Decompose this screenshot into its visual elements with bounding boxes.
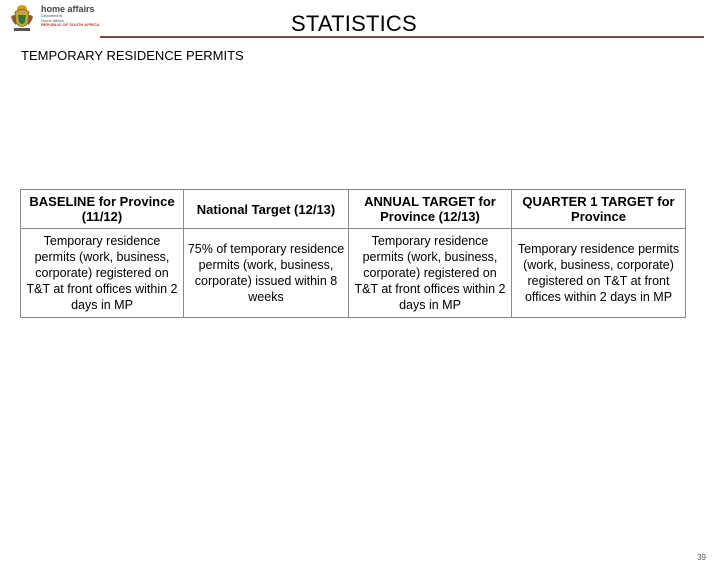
section-subtitle: TEMPORARY RESIDENCE PERMITS bbox=[21, 48, 244, 63]
logo-name: home affairs bbox=[41, 4, 95, 14]
logo-line: Department: bbox=[41, 13, 64, 18]
page-number: 39 bbox=[697, 553, 706, 562]
table-cell: 75% of temporary residence permits (work, business, corporate) issued within 8 weeks bbox=[184, 229, 349, 318]
logo-line: Home Affairs bbox=[41, 17, 64, 23]
title-divider bbox=[100, 36, 704, 38]
logo-text bbox=[41, 4, 99, 28]
table-header-row bbox=[21, 190, 686, 229]
column-header: BASELINE for Province (11/12) bbox=[21, 190, 184, 229]
targets-table bbox=[20, 189, 686, 318]
table-cell: Temporary residence permits (work, business, corporate) registered on T&T at front offices within 2 days in MP bbox=[349, 229, 512, 318]
table-row bbox=[21, 229, 686, 318]
table-cell: Temporary residence permits (work, business, corporate) registered on T&T at front offices within 2 days in MP bbox=[512, 229, 686, 318]
column-header: QUARTER 1 TARGET for Province bbox=[512, 190, 686, 229]
department-logo bbox=[6, 3, 106, 35]
column-header: National Target (12/13) bbox=[184, 190, 349, 229]
table-cell: Temporary residence permits (work, business, corporate) registered on T&T at front offices within 2 days in MP bbox=[21, 229, 184, 318]
coat-of-arms-icon bbox=[8, 3, 36, 33]
column-header: ANNUAL TARGET for Province (12/13) bbox=[349, 190, 512, 229]
page-title: STATISTICS bbox=[291, 11, 417, 36]
logo-line: REPUBLIC OF SOUTH AFRICA bbox=[41, 22, 100, 27]
